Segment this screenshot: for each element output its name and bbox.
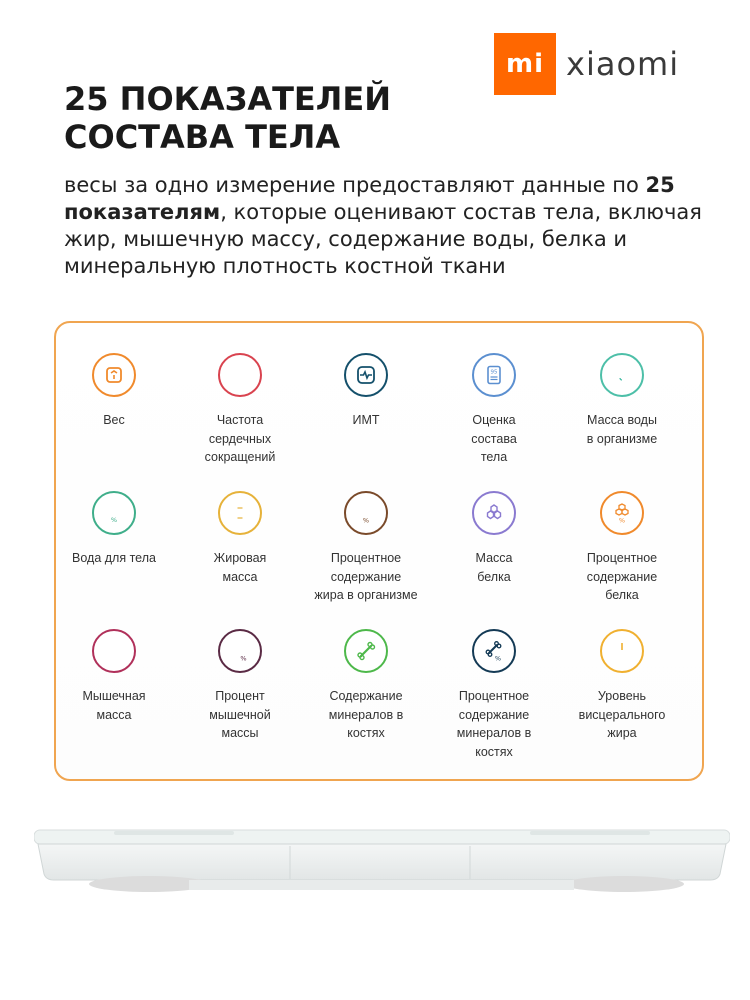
svg-text:%: % (110, 516, 118, 524)
bone-icon (344, 629, 388, 673)
xiaomi-wordmark: xiaomi (566, 45, 680, 83)
pulse-icon (344, 353, 388, 397)
metric-label: Мышечная масса (82, 689, 146, 722)
bone-percent-icon (472, 629, 516, 673)
metric-label: Вес (103, 413, 125, 427)
metric-item (430, 491, 558, 586)
dna-percent-icon (344, 491, 388, 535)
metric-item (430, 629, 558, 761)
svg-text:95: 95 (490, 369, 498, 376)
metric-label: ИМТ (352, 413, 380, 427)
metric-label: Уровень висцерального жира (578, 689, 666, 740)
metric-item (302, 629, 430, 743)
metric-item (302, 491, 430, 605)
protein-percent-icon (600, 491, 644, 535)
metric-label: Частота сердечных сокращений (204, 413, 276, 464)
subtitle-part-1: весы за одно измерение предоставляют данные по (64, 173, 646, 197)
metric-item (176, 353, 304, 467)
metric-item (302, 353, 430, 430)
metric-label: Процентное содержание белка (586, 551, 658, 602)
metric-label: Содержание минералов в костях (328, 689, 404, 740)
metric-label: Масса воды в организме (586, 413, 658, 446)
metric-item (176, 629, 304, 743)
metric-item (50, 629, 178, 724)
svg-text:%: % (494, 654, 502, 663)
muscle-percent-icon (218, 629, 262, 673)
metric-item (50, 353, 178, 430)
heart-icon (218, 353, 262, 397)
mi-logo-box: mi (494, 33, 556, 95)
metrics-card (54, 321, 704, 781)
report-icon (472, 353, 516, 397)
metric-item (176, 491, 304, 586)
metric-label: Вода для тела (72, 551, 156, 565)
subtitle-bold: 25 показателям (64, 173, 675, 224)
metric-label: Процентное содержание жира в организме (314, 551, 418, 602)
smart-scale-image (34, 826, 730, 912)
metric-item (50, 491, 178, 568)
water-drop-icon (600, 353, 644, 397)
xiaomi-logo (494, 33, 679, 95)
water-percent-icon (92, 491, 136, 535)
metric-label: Масса белка (475, 551, 513, 584)
svg-text:%: % (362, 516, 370, 525)
metric-label: Жировая масса (213, 551, 267, 584)
svg-text:%: % (240, 654, 247, 663)
metric-item (430, 353, 558, 467)
muscle-icon (92, 629, 136, 673)
headline: 25 ПОКАЗАТЕЛЕЙ СОСТАВА ТЕЛА (64, 80, 391, 156)
protein-icon (472, 491, 516, 535)
metric-label: Процентное содержание минералов в костях (456, 689, 532, 759)
metrics-grid (56, 323, 702, 779)
metric-label: Оценка состава тела (471, 413, 517, 464)
dna-icon (218, 491, 262, 535)
scale-icon (92, 353, 136, 397)
lungs-icon (600, 629, 644, 673)
subtitle (64, 172, 714, 280)
svg-text:%: % (618, 516, 626, 525)
metric-item (558, 629, 686, 743)
metric-item (558, 353, 686, 448)
metric-item (558, 491, 686, 605)
metric-label: Процент мышечной массы (209, 689, 271, 740)
subtitle-part-2: , которые оценивают состав тела, включая жир, мышечную массу, содержание воды, белка и минеральную плотность костной ткани (64, 200, 702, 278)
